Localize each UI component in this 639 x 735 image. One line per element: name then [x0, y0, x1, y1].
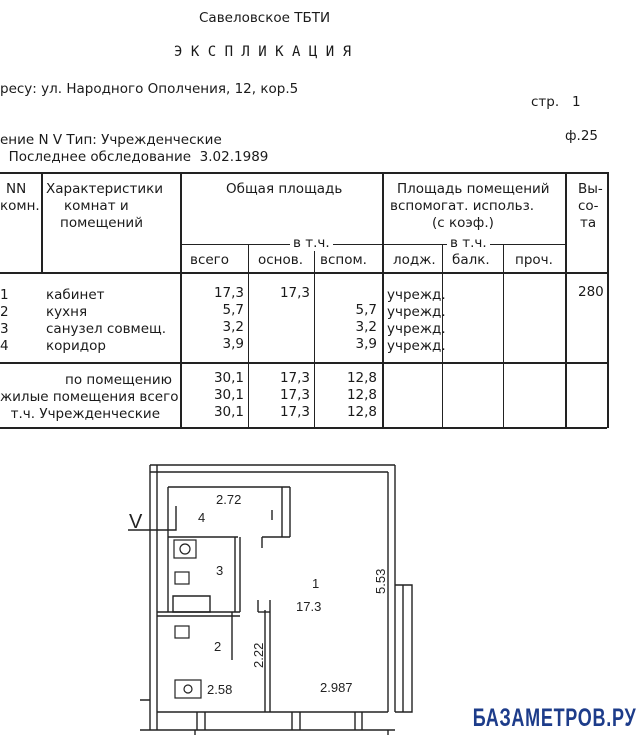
room-3-number: 3: [216, 563, 224, 578]
header-vsego: всего: [190, 252, 230, 268]
last-inspection: Последнее обследование 3.02.1989: [0, 149, 269, 165]
address: ресу: ул. Народного Ополчения, 12, кор.5: [0, 81, 299, 97]
totals-vsego: 30,1: [213, 404, 244, 420]
row-vspom: 5,7: [355, 302, 377, 318]
header-proch: проч.: [515, 252, 553, 268]
totals-osnov: 17,3: [279, 387, 310, 403]
header-vspom: вспом.: [320, 252, 367, 268]
header-height-2: со-: [578, 198, 599, 214]
header-height-1: Вы-: [578, 181, 603, 197]
row-vsego: 3,2: [222, 319, 244, 335]
row-type: учрежд.: [387, 321, 446, 337]
header-vtch-2: в т.ч.: [447, 235, 490, 251]
totals-vsego: 30,1: [213, 387, 244, 403]
totals-vsego: 30,1: [213, 370, 244, 386]
header-aux-3: (с коэф.): [432, 215, 494, 231]
row-number: 1: [0, 287, 9, 303]
header-osnov: основ.: [258, 252, 304, 268]
row-number: 4: [0, 338, 9, 354]
org-name: Савеловское ТБТИ: [199, 10, 331, 26]
doc-title: Э К С П Л И К А Ц И Я: [174, 44, 352, 60]
header-characteristics-2: комнат и: [64, 198, 129, 214]
totals-label: т.ч. Учрежденческие: [10, 406, 160, 422]
header-total-area: Общая площадь: [226, 181, 343, 197]
row-name: санузел совмещ.: [46, 321, 167, 337]
row-vsego: 3,9: [222, 336, 244, 352]
section-type: ение N V Тип: Учрежденческие: [0, 132, 222, 148]
row-vspom: 3,2: [355, 319, 377, 335]
room-2-number: 2: [214, 639, 222, 654]
row-type: учрежд.: [387, 304, 446, 320]
row-osnov: 17,3: [279, 285, 310, 301]
row-type: учрежд.: [387, 287, 446, 303]
header-lodzh: лодж.: [393, 252, 436, 268]
header-characteristics-3: помещений: [60, 215, 143, 231]
row-number: 2: [0, 304, 9, 320]
site-watermark: [443, 702, 639, 735]
room-1-area: 17.3: [296, 599, 322, 614]
dim-top: 2.72: [216, 492, 242, 507]
totals-osnov: 17,3: [279, 404, 310, 420]
dim-inner: 2.22: [251, 642, 266, 668]
totals-vspom: 12,8: [346, 387, 377, 403]
page-number: стр. 1: [531, 94, 581, 110]
room-1-number: 1: [312, 576, 320, 591]
form-number: ф.25: [565, 128, 599, 144]
row-height: 280: [578, 284, 604, 300]
header-aux-2: вспомогат. использ.: [390, 198, 535, 214]
header-height-3: та: [580, 215, 597, 231]
row-vsego: 17,3: [213, 285, 244, 301]
row-name: кухня: [46, 304, 88, 320]
header-komn: комн.: [0, 198, 40, 214]
watermark-text: БАЗАМЕТРОВ.РУ: [472, 704, 637, 732]
row-vsego: 5,7: [222, 302, 244, 318]
totals-label: по помещению: [65, 372, 172, 388]
row-type: учрежд.: [387, 338, 446, 354]
row-vspom: 3,9: [355, 336, 377, 352]
header-balk: балк.: [452, 252, 490, 268]
header-nn: NN: [6, 181, 27, 197]
totals-label: жилые помещения всего: [0, 389, 179, 405]
header-vtch-1: в т.ч.: [290, 235, 333, 251]
dim-bottom-left: 2.58: [207, 682, 233, 697]
header-characteristics-1: Характеристики: [46, 181, 164, 197]
header-aux-1: Площадь помещений: [397, 181, 550, 197]
row-name: кабинет: [46, 287, 105, 303]
dim-bottom-right: 2.987: [320, 680, 353, 695]
floor-plan: [0, 435, 639, 735]
totals-osnov: 17,3: [279, 370, 310, 386]
totals-vspom: 12,8: [346, 404, 377, 420]
room-4-number: 4: [198, 510, 206, 525]
row-name: коридор: [46, 338, 106, 354]
section-mark: V: [129, 511, 143, 533]
dim-right: 5.53: [373, 568, 388, 594]
totals-vspom: 12,8: [346, 370, 377, 386]
row-number: 3: [0, 321, 9, 337]
